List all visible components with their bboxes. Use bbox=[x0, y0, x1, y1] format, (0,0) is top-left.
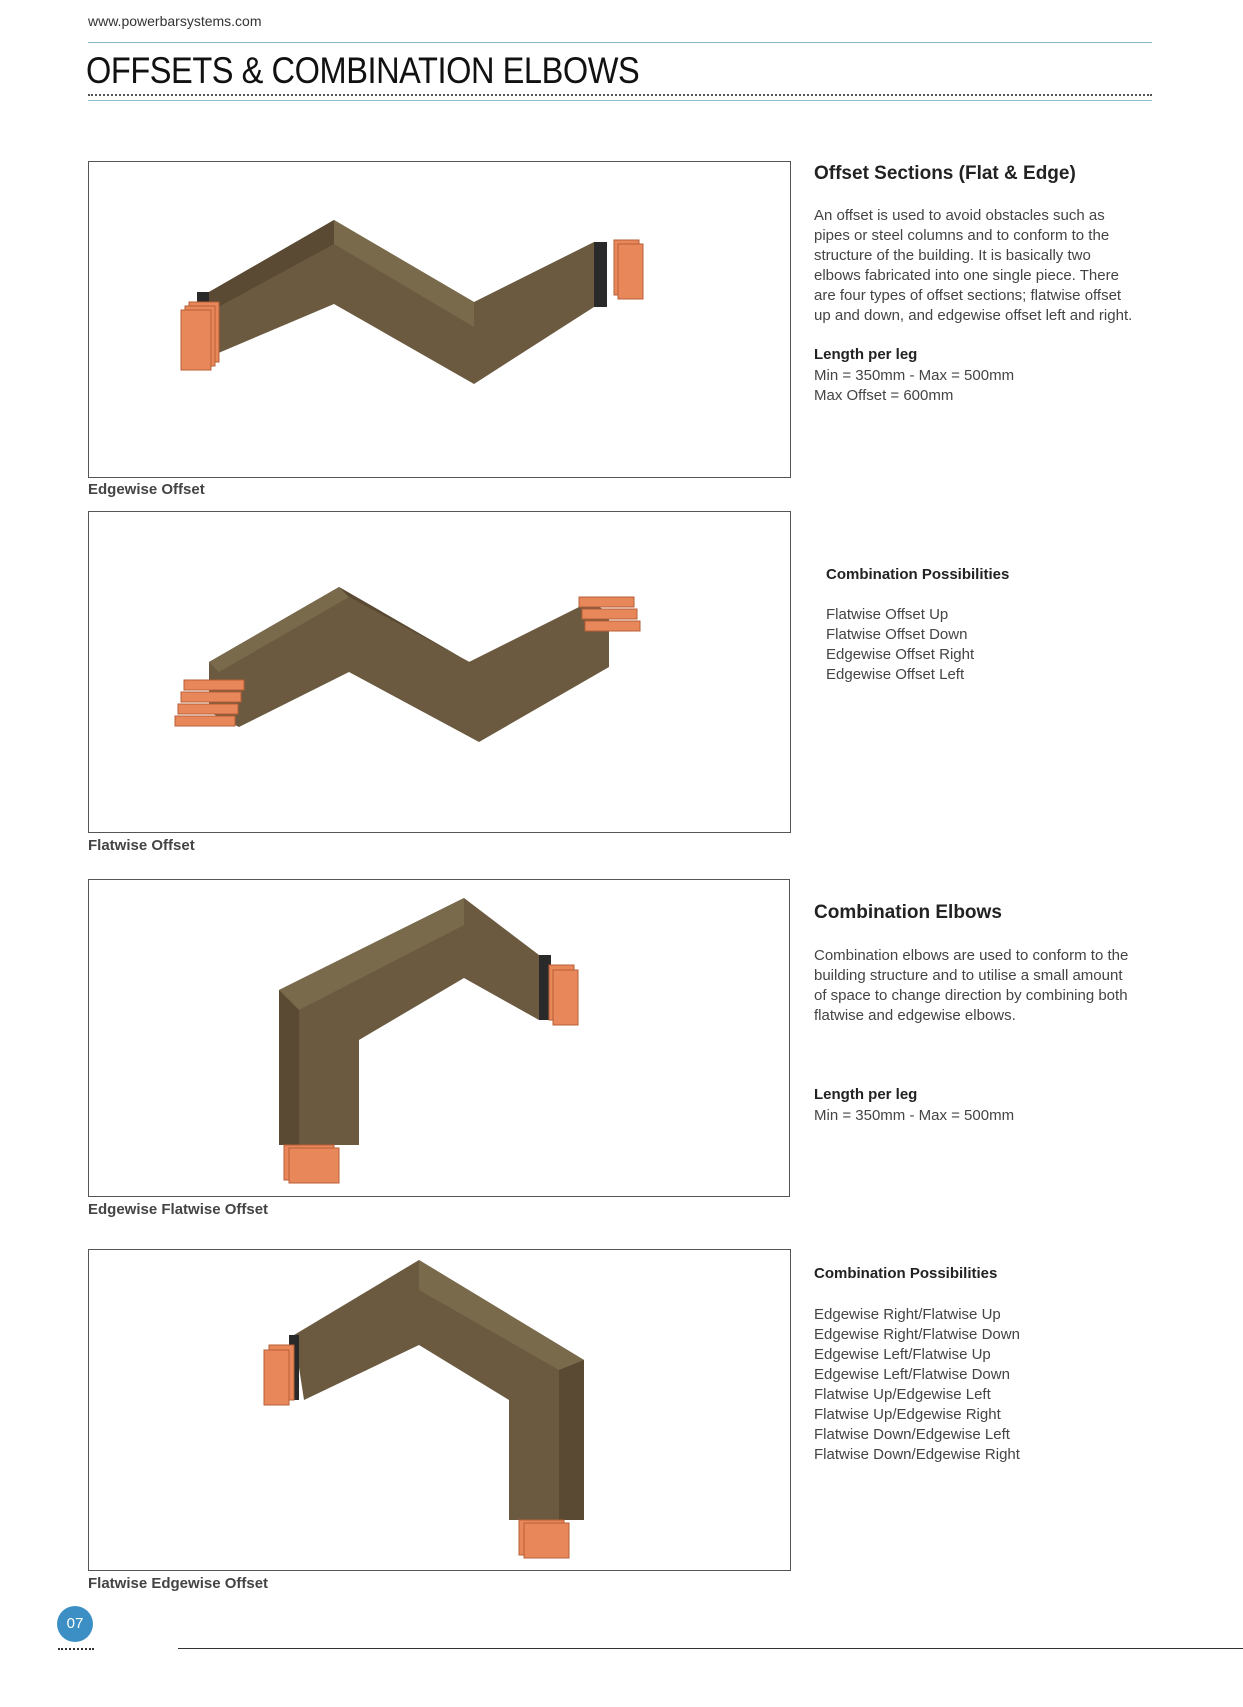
title-rule bbox=[88, 100, 1152, 101]
list-item: Edgewise Right/Flatwise Down bbox=[814, 1326, 1020, 1343]
list-item: Edgewise Offset Right bbox=[826, 646, 975, 663]
page-number-dots bbox=[58, 1648, 94, 1650]
section-heading: Combination Elbows bbox=[814, 902, 1002, 923]
combination-list bbox=[826, 605, 974, 685]
list-item: Edgewise Left/Flatwise Up bbox=[814, 1346, 991, 1363]
length-heading: Length per leg bbox=[814, 1086, 918, 1103]
flatwise-edgewise-offset-illustration bbox=[88, 1249, 791, 1571]
combination-list bbox=[814, 1305, 1020, 1465]
figure-caption: Flatwise Edgewise Offset bbox=[88, 1575, 269, 1592]
site-url[interactable]: www.powerbarsystems.com bbox=[88, 13, 262, 29]
figure-caption: Edgewise Offset bbox=[88, 481, 205, 498]
list-item: Flatwise Up/Edgewise Left bbox=[814, 1386, 991, 1403]
section-description: An offset is used to avoid obstacles such as pipes or steel columns and to conform to the structure of the building. It is basically two elbows fabricated into one single piece. There are four types of offset sections; flatwise offset up and down, and edgewise offset left and right. bbox=[814, 207, 1133, 324]
title-dotted-rule bbox=[88, 94, 1152, 96]
list-item: Edgewise Offset Left bbox=[826, 666, 965, 683]
list-item: Flatwise Down/Edgewise Left bbox=[814, 1426, 1010, 1443]
edgewise-offset-illustration bbox=[88, 161, 791, 478]
footer-rule bbox=[178, 1648, 1243, 1649]
list-item: Flatwise Down/Edgewise Right bbox=[814, 1446, 1020, 1463]
list-item: Flatwise Offset Down bbox=[826, 626, 968, 643]
list-item: Edgewise Right/Flatwise Up bbox=[814, 1306, 1001, 1323]
section-heading: Offset Sections (Flat & Edge) bbox=[814, 163, 1076, 184]
flatwise-offset-illustration bbox=[88, 511, 791, 833]
page-title: OFFSETS & COMBINATION ELBOWS bbox=[86, 50, 640, 91]
combination-heading: Combination Possibilities bbox=[826, 566, 1010, 583]
length-heading: Length per leg bbox=[814, 346, 918, 363]
figure-caption: Flatwise Offset bbox=[88, 837, 195, 854]
list-item: Edgewise Left/Flatwise Down bbox=[814, 1366, 1010, 1383]
list-item: Flatwise Up/Edgewise Right bbox=[814, 1406, 1001, 1423]
edgewise-flatwise-offset-illustration bbox=[88, 879, 790, 1197]
header-rule bbox=[88, 42, 1152, 43]
page-number: 07 bbox=[57, 1606, 93, 1642]
figure-caption: Edgewise Flatwise Offset bbox=[88, 1201, 269, 1218]
length-values: Min = 350mm - Max = 500mm Max Offset = 600mm bbox=[814, 367, 1015, 404]
list-item: Flatwise Offset Up bbox=[826, 606, 949, 623]
length-values: Min = 350mm - Max = 500mm bbox=[814, 1107, 1015, 1124]
section-description: Combination elbows are used to conform to the building structure and to utilise a small amount of space to change direction by combining both flatwise and edgewise elbows. bbox=[814, 947, 1129, 1024]
combination-heading: Combination Possibilities bbox=[814, 1265, 998, 1282]
